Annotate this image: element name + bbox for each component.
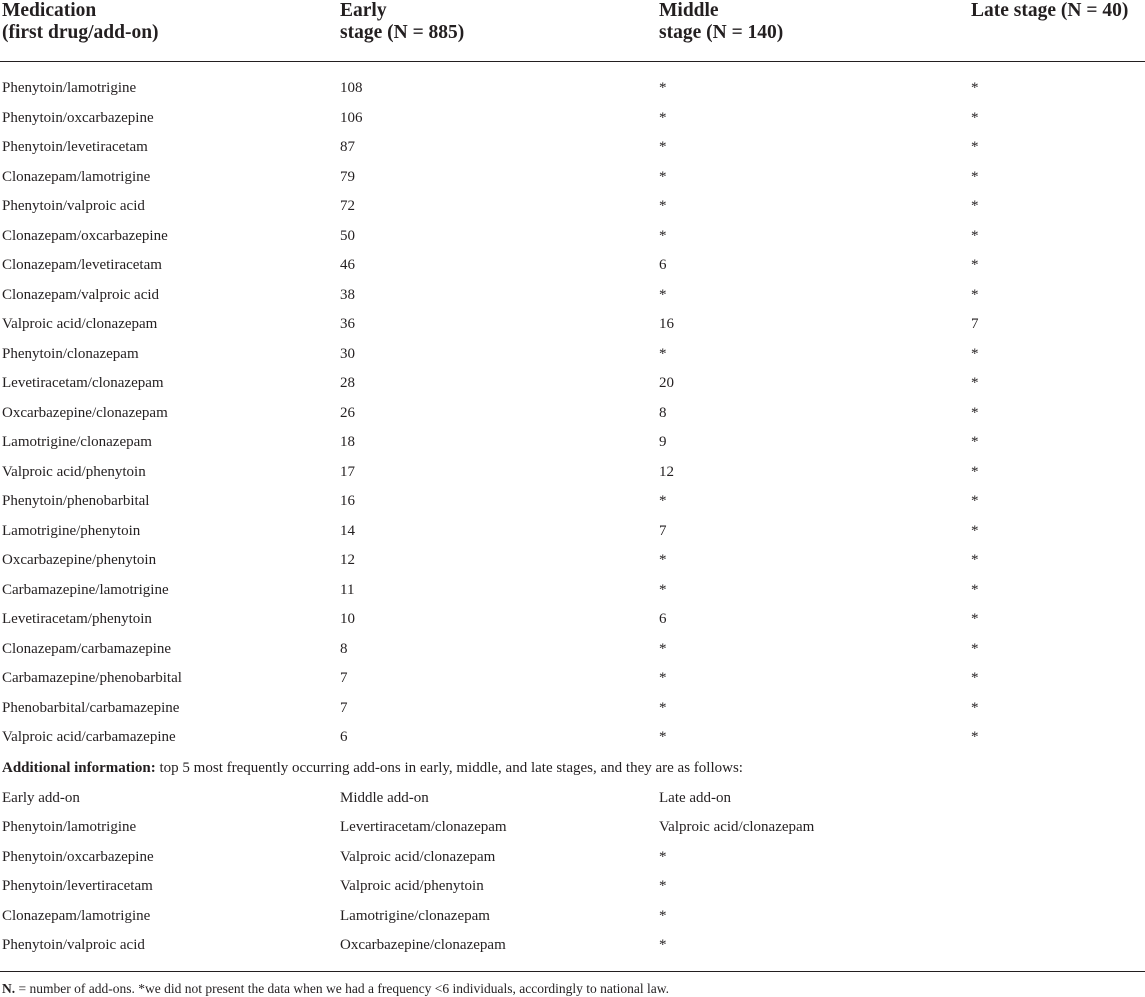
late-addon-cell: Valproic acid/clonazepam (659, 819, 815, 835)
late-stage-cell: * (971, 670, 979, 686)
late-stage-cell: * (971, 80, 979, 96)
table-row (0, 462, 1145, 492)
early-stage-cell: 7 (340, 699, 348, 716)
late-stage-cell: 7 (971, 316, 979, 332)
medication-cell: Levetiracetam/clonazepam (2, 375, 164, 391)
early-addon-cell: Phenytoin/levertiracetam (2, 878, 153, 894)
medication-cell: Valproic acid/carbamazepine (2, 729, 176, 745)
middle-stage-cell: 8 (659, 404, 667, 421)
early-stage-cell: 28 (340, 375, 355, 391)
table-row (0, 344, 1145, 374)
early-stage-cell: 12 (340, 552, 355, 568)
medication-cell: Oxcarbazepine/clonazepam (2, 404, 168, 421)
table-row (0, 373, 1145, 403)
middle-addon-cell: Levertiracetam/clonazepam (340, 819, 507, 835)
middle-stage-cell: 7 (659, 522, 667, 539)
middle-stage-cell: 6 (659, 257, 667, 273)
table-row (0, 167, 1145, 197)
medication-cell: Carbamazepine/lamotrigine (2, 581, 169, 598)
middle-stage-cell: * (659, 198, 667, 214)
addon-row (0, 817, 1145, 847)
late-addon-cell: * (659, 848, 667, 865)
table-row (0, 196, 1145, 226)
middle-stage-cell: * (659, 227, 667, 244)
late-stage-cell: * (971, 404, 979, 421)
footnote-text: = number of add-ons. *we did not present the data when we had a frequency <6 individuals, accordingly to national law. (15, 981, 670, 996)
late-addon-cell: * (659, 937, 667, 953)
footnote-label: N. (2, 981, 16, 996)
table-row (0, 521, 1145, 551)
addon-row (0, 847, 1145, 877)
early-stage-cell: 108 (340, 80, 363, 96)
late-addon-cell: * (659, 878, 667, 894)
middle-stage-cell: * (659, 581, 667, 598)
table-row (0, 609, 1145, 639)
medication-cell: Clonazepam/valproic acid (2, 286, 160, 303)
late-stage-cell: * (971, 611, 979, 627)
late-stage-cell: * (971, 699, 979, 716)
medication-cell: Valproic acid/phenytoin (2, 463, 146, 480)
middle-addon-cell: Lamotrigine/clonazepam (340, 907, 490, 924)
early-stage-cell: 10 (340, 611, 355, 627)
table-row (0, 491, 1145, 521)
middle-stage-cell: 20 (659, 375, 674, 391)
addon-row (0, 876, 1145, 906)
middle-stage-cell: * (659, 345, 667, 362)
header-medication-line2: (first drug/add-on) (2, 22, 159, 43)
middle-stage-cell: * (659, 286, 667, 303)
additional-info-text: top 5 most frequently occurring add-ons in early, middle, and late stages, and they are as follows: (155, 760, 743, 776)
late-stage-cell: * (971, 493, 979, 509)
middle-stage-cell: * (659, 80, 667, 96)
middle-stage-cell: * (659, 670, 667, 686)
header-early-line2: stage (N = 885) (340, 22, 465, 43)
late-stage-cell: * (971, 227, 979, 244)
header-divider (0, 61, 1145, 62)
footer-divider (0, 971, 1145, 972)
early-stage-cell: 14 (340, 522, 355, 539)
late-stage-cell: * (971, 581, 979, 598)
addon-header-late: Late add-on (659, 790, 732, 806)
late-stage-cell: * (971, 139, 979, 155)
middle-stage-cell: 16 (659, 316, 674, 332)
early-stage-cell: 79 (340, 168, 355, 185)
table-row (0, 255, 1145, 285)
medication-cell: Clonazepam/lamotrigine (2, 168, 151, 185)
footnote (2, 980, 669, 997)
table-row (0, 432, 1145, 462)
table-row (0, 314, 1145, 344)
early-stage-cell: 17 (340, 463, 355, 480)
middle-addon-cell: Valproic acid/clonazepam (340, 848, 496, 865)
middle-addon-cell: Valproic acid/phenytoin (340, 878, 484, 894)
early-addon-cell: Phenytoin/oxcarbazepine (2, 848, 154, 865)
header-middle-line2: stage (N = 140) (659, 22, 784, 43)
header-middle-stage (659, 0, 783, 44)
middle-stage-cell: * (659, 729, 667, 745)
early-stage-cell: 11 (340, 581, 355, 598)
late-stage-cell: * (971, 168, 979, 185)
middle-stage-cell: * (659, 139, 667, 155)
middle-stage-cell: * (659, 699, 667, 716)
table-row (0, 285, 1145, 315)
header-late-line1: Late stage (N = 40) (971, 0, 1129, 21)
early-stage-cell: 6 (340, 729, 348, 745)
late-stage-cell: * (971, 198, 979, 214)
medication-cell: Phenytoin/lamotrigine (2, 80, 137, 96)
early-addon-cell: Phenytoin/lamotrigine (2, 819, 137, 835)
early-stage-cell: 16 (340, 493, 355, 509)
late-stage-cell: * (971, 729, 979, 745)
late-stage-cell: * (971, 640, 979, 657)
table-row (0, 668, 1145, 698)
late-stage-cell: * (971, 434, 979, 450)
header-early-line1: Early (340, 0, 387, 21)
addon-row (0, 906, 1145, 936)
late-addon-cell: * (659, 907, 667, 924)
addon-row (0, 935, 1145, 965)
table-row (0, 226, 1145, 256)
table-row (0, 78, 1145, 108)
early-stage-cell: 50 (340, 227, 355, 244)
table-row (0, 403, 1145, 433)
early-stage-cell: 106 (340, 109, 363, 126)
early-addon-cell: Clonazepam/lamotrigine (2, 907, 151, 924)
header-middle-line1: Middle (659, 0, 719, 21)
medication-cell: Lamotrigine/clonazepam (2, 434, 152, 450)
table-row (0, 727, 1145, 757)
late-stage-cell: * (971, 522, 979, 539)
early-stage-cell: 26 (340, 404, 355, 421)
late-stage-cell: * (971, 375, 979, 391)
middle-stage-cell: * (659, 168, 667, 185)
table-row (0, 698, 1145, 728)
early-stage-cell: 30 (340, 345, 355, 362)
middle-stage-cell: * (659, 640, 667, 657)
early-stage-cell: 7 (340, 670, 348, 686)
late-stage-cell: * (971, 463, 979, 480)
medication-cell: Clonazepam/levetiracetam (2, 257, 162, 273)
early-stage-cell: 36 (340, 316, 355, 332)
additional-info-label: Additional information: (2, 760, 156, 776)
medication-cell: Levetiracetam/phenytoin (2, 611, 152, 627)
medication-cell: Phenytoin/phenobarbital (2, 493, 150, 509)
table-row (0, 108, 1145, 138)
middle-stage-cell: 9 (659, 434, 667, 450)
middle-stage-cell: * (659, 552, 667, 568)
medication-cell: Phenytoin/levetiracetam (2, 139, 148, 155)
medication-cell: Clonazepam/oxcarbazepine (2, 227, 168, 244)
medication-cell: Oxcarbazepine/phenytoin (2, 552, 157, 568)
addon-header-early: Early add-on (2, 790, 80, 806)
middle-stage-cell: * (659, 109, 667, 126)
medication-cell: Phenytoin/valproic acid (2, 198, 145, 214)
early-stage-cell: 72 (340, 198, 355, 214)
early-stage-cell: 46 (340, 257, 355, 273)
table-row (0, 137, 1145, 167)
table-row (0, 639, 1145, 669)
late-stage-cell: * (971, 345, 979, 362)
middle-stage-cell: * (659, 493, 667, 509)
addon-header-middle: Middle add-on (340, 790, 429, 806)
early-stage-cell: 38 (340, 286, 355, 303)
medication-cell: Phenytoin/oxcarbazepine (2, 109, 154, 126)
medication-cell: Phenytoin/clonazepam (2, 345, 139, 362)
late-stage-cell: * (971, 552, 979, 568)
header-medication (2, 0, 159, 44)
medication-cell: Carbamazepine/phenobarbital (2, 670, 182, 686)
addon-header-row (0, 788, 1145, 818)
medication-cell: Valproic acid/clonazepam (2, 316, 158, 332)
medication-cell: Lamotrigine/phenytoin (2, 522, 141, 539)
additional-info (2, 758, 743, 778)
early-stage-cell: 87 (340, 139, 355, 155)
header-late-stage (971, 0, 1128, 22)
late-stage-cell: * (971, 257, 979, 273)
header-early-stage (340, 0, 464, 44)
early-stage-cell: 18 (340, 434, 355, 450)
header-medication-line1: Medication (2, 0, 97, 21)
middle-stage-cell: 12 (659, 463, 674, 480)
medication-cell: Clonazepam/carbamazepine (2, 640, 172, 657)
table-row (0, 550, 1145, 580)
early-stage-cell: 8 (340, 640, 348, 657)
table-row (0, 580, 1145, 610)
late-stage-cell: * (971, 109, 979, 126)
middle-addon-cell: Oxcarbazepine/clonazepam (340, 937, 506, 953)
early-addon-cell: Phenytoin/valproic acid (2, 937, 145, 953)
middle-stage-cell: 6 (659, 611, 667, 627)
medication-cell: Phenobarbital/carbamazepine (2, 699, 180, 716)
late-stage-cell: * (971, 286, 979, 303)
